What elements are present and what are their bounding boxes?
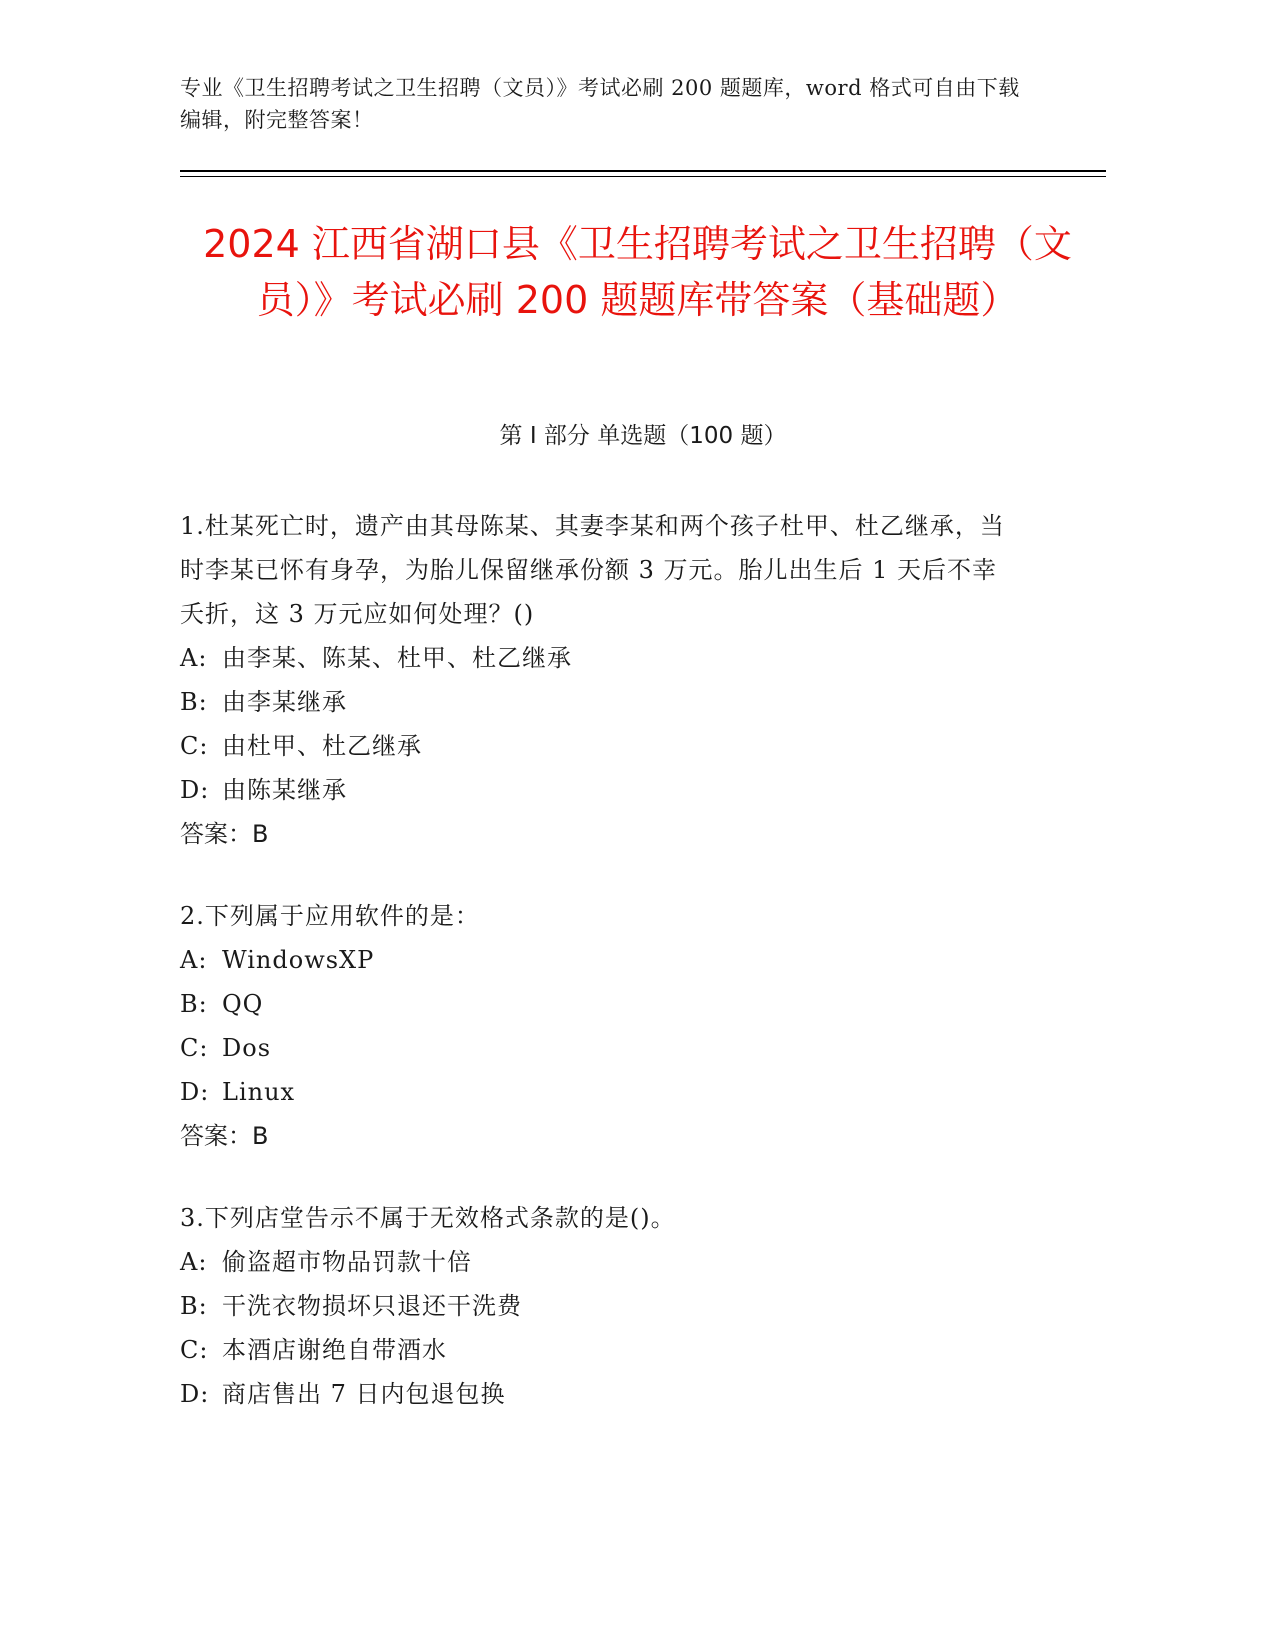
section-heading: 第 I 部分 单选题（100 题） (499, 423, 787, 449)
option-b (180, 1284, 1020, 1328)
header-rule-thick (180, 170, 1106, 172)
option-a (180, 938, 1020, 982)
option-text: 本酒店谢绝自带酒水 (222, 1336, 447, 1364)
document-title: 2024 江西省湖口县《卫生招聘考试之卫生招聘（文员）》考试必刷 200 题题库带答案（基础题） (203, 222, 1072, 322)
option-text: 偷盗超市物品罚款十倍 (222, 1248, 472, 1276)
option-a (180, 636, 1020, 680)
option-text: Linux (222, 1078, 296, 1106)
option-text: 干洗衣物损坏只退还干洗费 (222, 1292, 522, 1320)
option-d (180, 768, 1020, 812)
option-d (180, 1070, 1020, 1114)
answer-line: 答案：B (180, 1122, 269, 1150)
option-key: B: (180, 1292, 208, 1320)
option-key: D: (180, 776, 210, 804)
option-text: 由陈某继承 (222, 776, 347, 804)
option-key: A: (180, 946, 208, 974)
option-a (180, 1240, 1020, 1284)
question-stem: 3.下列店堂告示不属于无效格式条款的是()。 (180, 1204, 676, 1232)
option-text: 商店售出 7 日内包退包换 (222, 1380, 506, 1408)
option-key: B: (180, 688, 208, 716)
header-rule-thin (180, 176, 1106, 177)
option-key: C: (180, 732, 209, 760)
option-c (180, 724, 1020, 768)
question-stem: 2.下列属于应用软件的是： (180, 902, 480, 930)
answer-line: 答案：B (180, 820, 269, 848)
option-key: D: (180, 1078, 210, 1106)
header-note: 专业《卫生招聘考试之卫生招聘（文员）》考试必刷 200 题题库，word 格式可自由下载编辑，附完整答案！ (180, 76, 1020, 132)
option-key: B: (180, 990, 208, 1018)
option-text: 由李某、陈某、杜甲、杜乙继承 (222, 644, 572, 672)
option-key: A: (180, 644, 208, 672)
question-stem: 1.杜某死亡时，遗产由其母陈某、其妻李某和两个孩子杜甲、杜乙继承，当时李某已怀有身孕，为胎儿保留继承份额 3 万元。胎儿出生后 1 天后不幸夭折，这 3 万元应如何处理？() (180, 512, 1005, 628)
option-b (180, 982, 1020, 1026)
option-key: C: (180, 1034, 209, 1062)
option-text: 由李某继承 (222, 688, 347, 716)
option-key: A: (180, 1248, 208, 1276)
question-list (180, 504, 1020, 1454)
option-text: WindowsXP (222, 946, 375, 974)
question-3 (180, 1196, 1020, 1416)
question-1 (180, 504, 1020, 856)
option-text: QQ (222, 990, 264, 1018)
option-text: 由杜甲、杜乙继承 (222, 732, 422, 760)
option-key: C: (180, 1336, 209, 1364)
option-b (180, 680, 1020, 724)
option-d (180, 1372, 1020, 1416)
question-2 (180, 894, 1020, 1158)
option-text: Dos (222, 1034, 272, 1062)
option-c (180, 1328, 1020, 1372)
option-key: D: (180, 1380, 210, 1408)
option-c (180, 1026, 1020, 1070)
